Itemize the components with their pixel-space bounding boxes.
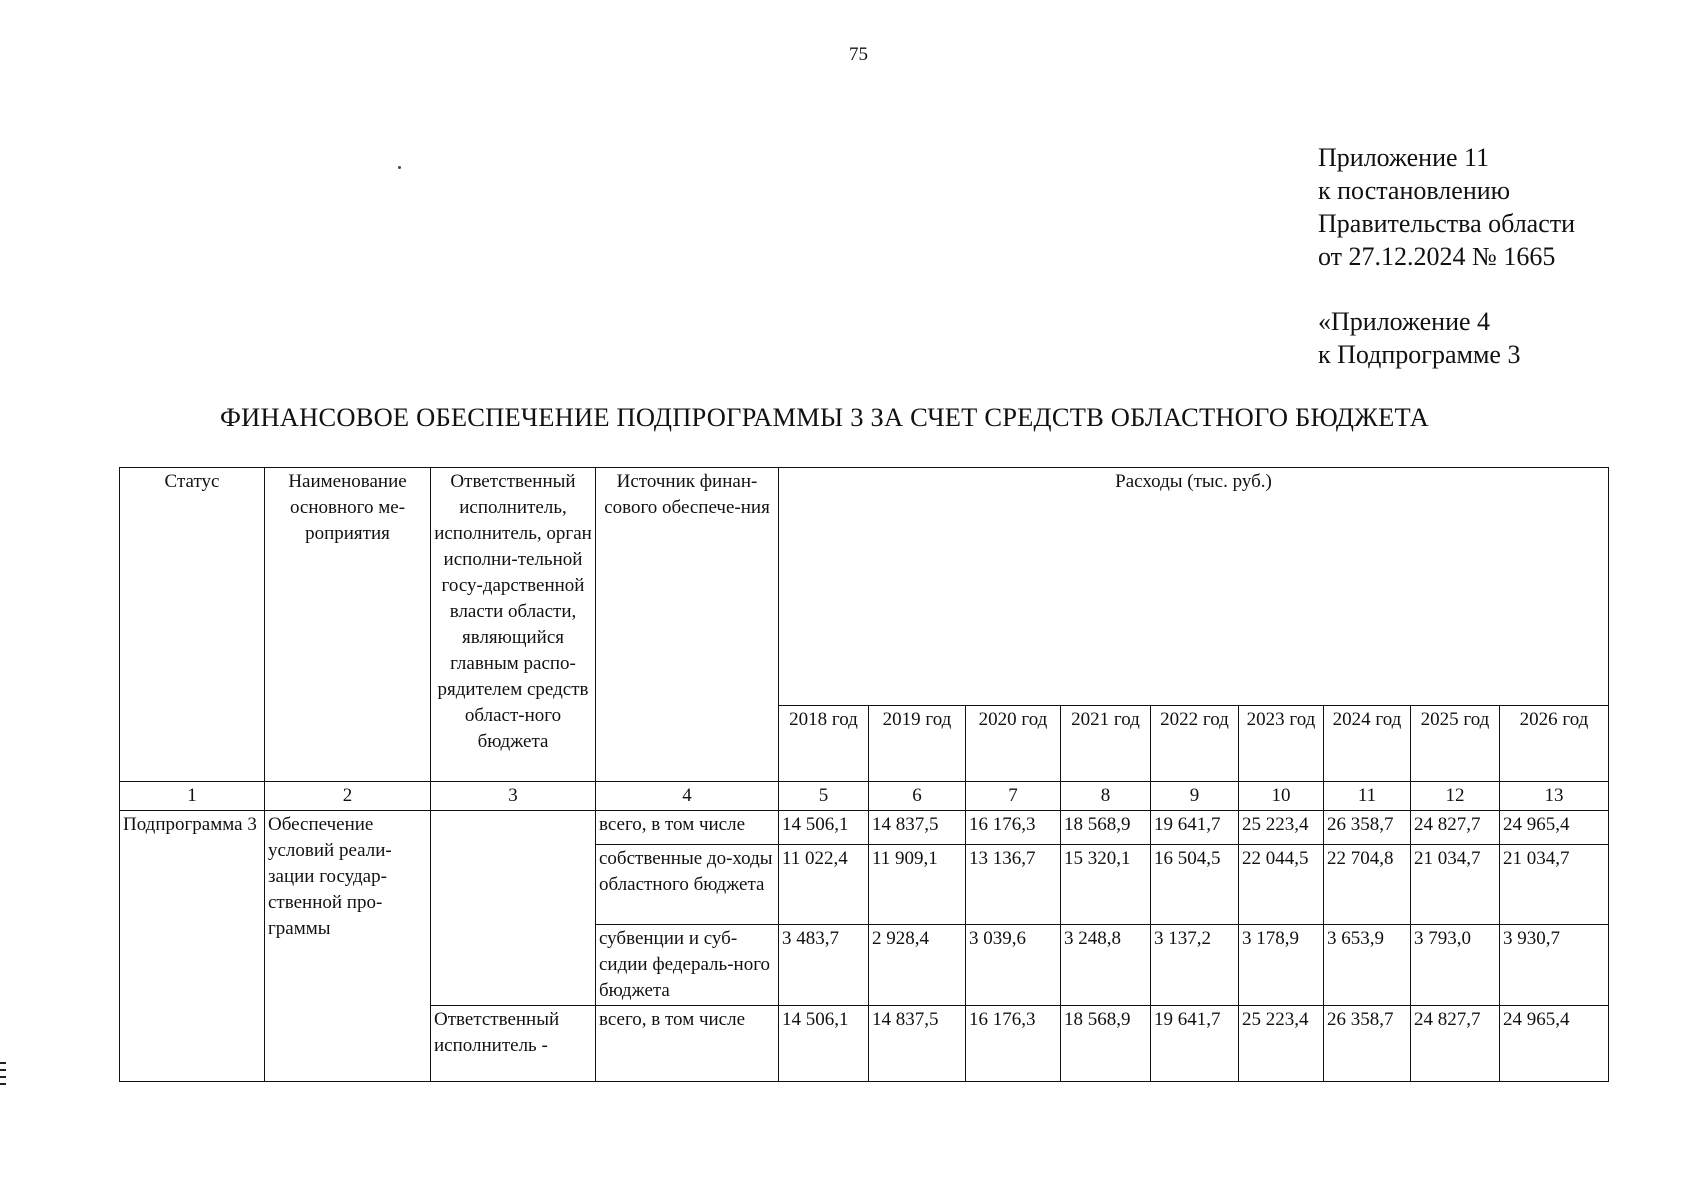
column-number: 11 <box>1324 782 1411 811</box>
header-year: 2022 год <box>1151 706 1239 782</box>
cell-value: 21 034,7 <box>1500 845 1609 925</box>
cell-value: 16 176,3 <box>966 1006 1061 1082</box>
column-number-row <box>120 782 1609 811</box>
cell-value: 18 568,9 <box>1061 811 1151 845</box>
header-year: 2019 год <box>869 706 966 782</box>
cell-source: субвенции и суб-сидии федераль-ного бюджета <box>596 925 779 1006</box>
cell-value: 26 358,7 <box>1324 811 1411 845</box>
cell-value: 25 223,4 <box>1239 811 1324 845</box>
cell-value: 18 568,9 <box>1061 1006 1151 1082</box>
cell-source: всего, в том числе <box>596 1006 779 1082</box>
cell-value: 3 178,9 <box>1239 925 1324 1006</box>
cell-value: 19 641,7 <box>1151 1006 1239 1082</box>
cell-value: 13 136,7 <box>966 845 1061 925</box>
cell-value: 25 223,4 <box>1239 1006 1324 1082</box>
cell-value: 3 793,0 <box>1411 925 1500 1006</box>
header-year: 2018 год <box>779 706 869 782</box>
appendix-sub-block <box>1318 305 1520 371</box>
header-year: 2023 год <box>1239 706 1324 782</box>
cell-value: 2 928,4 <box>869 925 966 1006</box>
cell-value: 3 248,8 <box>1061 925 1151 1006</box>
scan-mark <box>0 1083 6 1085</box>
appendix-line: Правительства области <box>1318 209 1576 238</box>
header-status: Статус <box>120 468 265 782</box>
cell-value: 3 039,6 <box>966 925 1061 1006</box>
cell-value: 14 837,5 <box>869 811 966 845</box>
cell-value: 24 827,7 <box>1411 1006 1500 1082</box>
page-number: 75 <box>849 44 868 65</box>
cell-value: 16 176,3 <box>966 811 1061 845</box>
scan-speck <box>398 166 401 169</box>
cell-executor: Ответственный исполнитель - <box>431 1006 596 1082</box>
column-number: 9 <box>1151 782 1239 811</box>
cell-measure: Обеспечение условий реали-зации государ-ственной про-граммы <box>265 811 431 1082</box>
column-number: 1 <box>120 782 265 811</box>
header-executor: Ответственный исполнитель, исполнитель, орган исполни-тельной госу-дарственной власти области, являющийся главным распо-рядителем средств област-ного бюджета <box>431 468 596 782</box>
column-number: 10 <box>1239 782 1324 811</box>
cell-value: 26 358,7 <box>1324 1006 1411 1082</box>
cell-value: 14 506,1 <box>779 811 869 845</box>
column-number: 5 <box>779 782 869 811</box>
cell-value: 22 704,8 <box>1324 845 1411 925</box>
cell-status: Подпрограмма 3 <box>120 811 265 1082</box>
document-title: ФИНАНСОВОЕ ОБЕСПЕЧЕНИЕ ПОДПРОГРАММЫ 3 ЗА СЧЕТ СРЕДСТВ ОБЛАСТНОГО БЮДЖЕТА <box>220 402 1429 432</box>
cell-value: 22 044,5 <box>1239 845 1324 925</box>
cell-value: 3 653,9 <box>1324 925 1411 1006</box>
header-expenses: Расходы (тыс. руб.) <box>779 468 1609 706</box>
cell-value: 3 137,2 <box>1151 925 1239 1006</box>
cell-value: 15 320,1 <box>1061 845 1151 925</box>
cell-value: 21 034,7 <box>1411 845 1500 925</box>
cell-executor-empty <box>431 811 596 1006</box>
column-number: 8 <box>1061 782 1151 811</box>
cell-source: всего, в том числе <box>596 811 779 845</box>
cell-value: 3 483,7 <box>779 925 869 1006</box>
cell-value: 16 504,5 <box>1151 845 1239 925</box>
cell-value: 14 837,5 <box>869 1006 966 1082</box>
column-number: 4 <box>596 782 779 811</box>
header-year: 2025 год <box>1411 706 1500 782</box>
header-measure-name: Наименование основного ме-роприятия <box>265 468 431 782</box>
cell-value: 19 641,7 <box>1151 811 1239 845</box>
scan-edge-marks <box>0 1062 8 1102</box>
finance-table <box>119 467 1609 1082</box>
cell-value: 3 930,7 <box>1500 925 1609 1006</box>
header-funding-source: Источник финан-сового обеспече-ния <box>596 468 779 782</box>
cell-value: 24 827,7 <box>1411 811 1500 845</box>
header-year: 2024 год <box>1324 706 1411 782</box>
scan-mark <box>0 1062 6 1064</box>
appendix-sub-line: к Подпрограмме 3 <box>1318 340 1521 369</box>
appendix-line: Приложение 11 <box>1318 143 1490 172</box>
header-year: 2021 год <box>1061 706 1151 782</box>
column-number: 7 <box>966 782 1061 811</box>
cell-value: 14 506,1 <box>779 1006 869 1082</box>
appendix-block <box>1318 141 1575 273</box>
column-number: 3 <box>431 782 596 811</box>
cell-value: 24 965,4 <box>1500 1006 1609 1082</box>
appendix-line: от 27.12.2024 № 1665 <box>1318 242 1556 271</box>
table-row <box>120 811 1609 845</box>
column-number: 13 <box>1500 782 1609 811</box>
scan-mark <box>0 1069 6 1071</box>
cell-value: 24 965,4 <box>1500 811 1609 845</box>
cell-value: 11 022,4 <box>779 845 869 925</box>
scan-mark <box>0 1076 6 1078</box>
appendix-sub-line: «Приложение 4 <box>1318 307 1491 336</box>
column-number: 2 <box>265 782 431 811</box>
header-year: 2026 год <box>1500 706 1609 782</box>
header-year: 2020 год <box>966 706 1061 782</box>
column-number: 6 <box>869 782 966 811</box>
column-number: 12 <box>1411 782 1500 811</box>
appendix-line: к постановлению <box>1318 176 1511 205</box>
cell-source: собственные до-ходы областного бюджета <box>596 845 779 925</box>
cell-value: 11 909,1 <box>869 845 966 925</box>
